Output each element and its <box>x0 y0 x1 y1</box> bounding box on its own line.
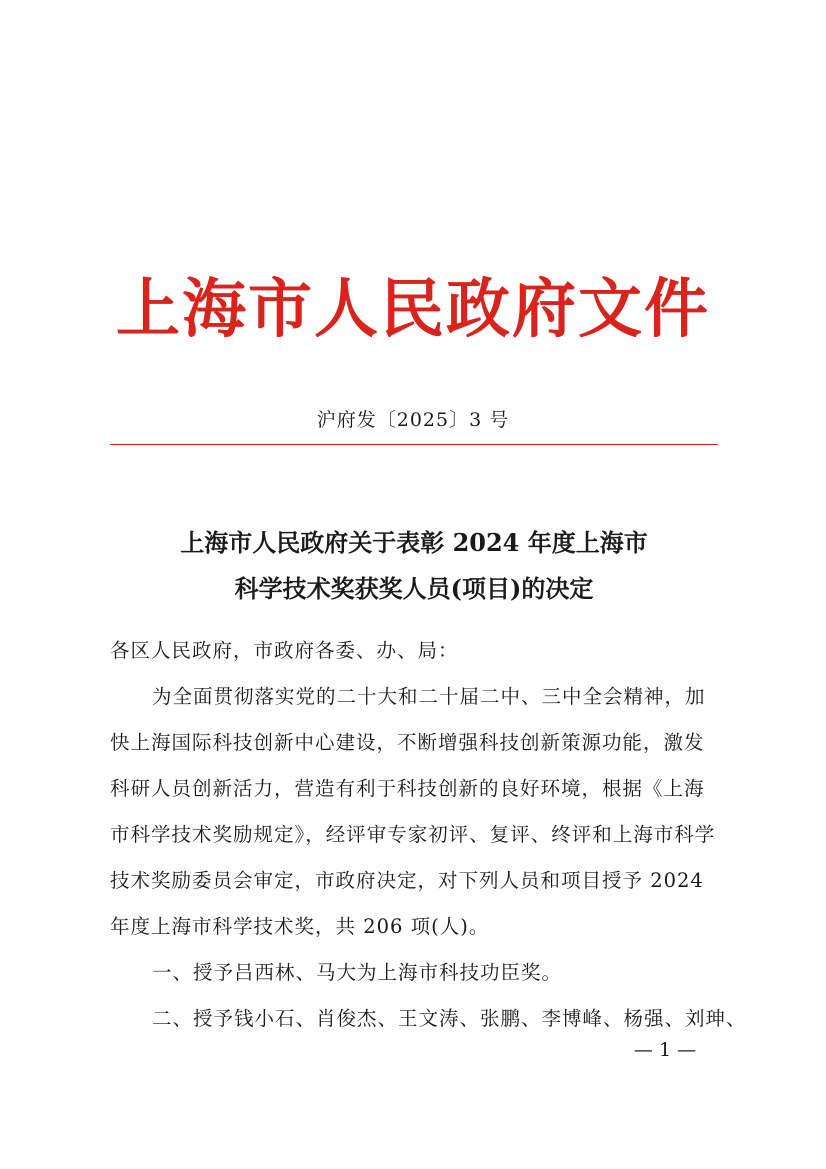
salutation: 各区人民政府，市政府各委、办、局： <box>110 639 459 662</box>
paragraph-1-line: 市科学技术奖励规定》，经评审专家初评、复评、终评和上海市科学 <box>110 823 716 846</box>
paragraph-1-line: 快上海国际科技创新中心建设，不断增强科技创新策源功能，激发 <box>110 731 705 754</box>
paragraph-1 <box>110 674 722 950</box>
title-line-2: 科学技术奖获奖人员(项目)的决定 <box>234 574 594 603</box>
masthead-title: 上海市人民政府文件 <box>116 272 710 347</box>
paragraph-1-line: 科研人员创新活力，营造有利于科技创新的良好环境，根据《上海 <box>110 777 705 800</box>
paragraph-2 <box>110 950 722 996</box>
page-number: — 1 — <box>633 1039 697 1061</box>
title-line-1: 上海市人民政府关于表彰 2024 年度上海市 <box>180 528 648 557</box>
paragraph-1-line: 技术奖励委员会审定，市政府决定，对下列人员和项目授予 2024 <box>110 869 704 892</box>
paragraph-1-line: 为全面贯彻落实党的二十大和二十届二中、三中全会精神，加 <box>152 685 706 708</box>
paragraph-1-line: 年度上海市科学技术奖，共 206 项(人)。 <box>110 915 490 938</box>
document-body <box>110 628 747 1042</box>
document-title <box>110 520 718 612</box>
red-divider-line <box>110 444 718 445</box>
paragraph-2-line: 一、授予吕西林、马大为上海市科技功臣奖。 <box>152 961 563 984</box>
paragraph-3-line: 二、授予钱小石、肖俊杰、王文涛、张鹏、李博峰、杨强、刘珅、 <box>152 1007 747 1030</box>
document-number: 沪府发〔2025〕3 号 <box>316 409 510 431</box>
